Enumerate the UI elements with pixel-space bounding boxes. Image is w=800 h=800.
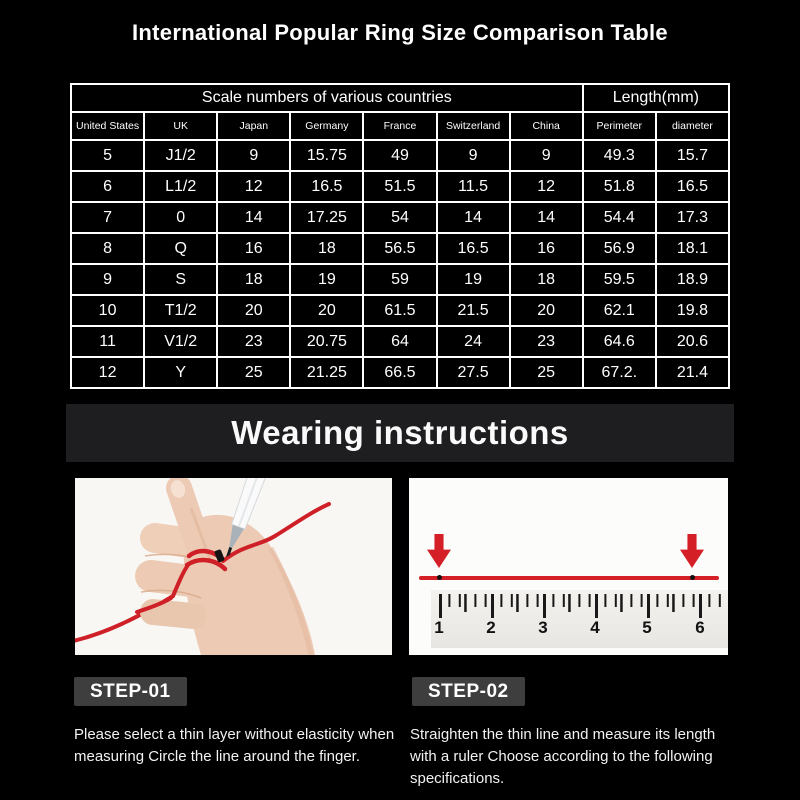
column-header-germany: Germany [290,112,363,140]
table-cell: 23 [217,326,290,357]
table-cell: 59 [363,264,436,295]
table-body [71,140,729,388]
ruler-start-arrow-icon [427,534,451,568]
table-cell: 15.75 [290,140,363,171]
table-cell: S [144,264,217,295]
table-cell: 64.6 [583,326,656,357]
ruler-number: 5 [642,618,652,637]
table-cell: 5 [71,140,144,171]
table-cell: 20 [290,295,363,326]
step-02-line: Straighten the thin line and measure its length [410,726,716,743]
table-cell: 54 [363,202,436,233]
ruler-measurement-image [409,478,728,655]
table-cell: 64 [363,326,436,357]
step-02-line: specifications. [410,770,505,787]
table-cell: 21.4 [656,357,729,388]
table-cell: J1/2 [144,140,217,171]
table-cell: 56.9 [583,233,656,264]
table-cell: 61.5 [363,295,436,326]
table-row [71,264,729,295]
measured-string-line [419,576,719,580]
step-02-badge [412,677,525,706]
table-row [71,171,729,202]
table-cell: 56.5 [363,233,436,264]
table-cell: Q [144,233,217,264]
table-cell: 15.7 [656,140,729,171]
table-cell: 19 [437,264,510,295]
table-cell: 9 [510,140,583,171]
ruler-number: 6 [695,618,705,637]
table-cell: 9 [437,140,510,171]
table-cell: 20 [217,295,290,326]
table-cell: 49 [363,140,436,171]
hand-measurement-image [75,478,392,655]
column-header-united-states: United States [71,112,144,140]
column-header-switzerland: Switzerland [437,112,510,140]
table-row [71,295,729,326]
table-cell: 62.1 [583,295,656,326]
table-cell: 11 [71,326,144,357]
table-cell: 18 [290,233,363,264]
ring-size-table [70,83,730,389]
table-cell: 19.8 [656,295,729,326]
page-title: International Popular Ring Size Comparison Table [132,20,668,45]
group-header-length: Length(mm) [583,84,729,112]
table-row [71,233,729,264]
table-cell: 10 [71,295,144,326]
table-cell: 16 [217,233,290,264]
ruler-number: 3 [538,618,548,637]
ruler-end-arrow-icon [680,534,704,568]
step-01-line: Please select a thin layer without elasticity when [74,726,395,743]
ruler-number: 2 [486,618,496,637]
table-cell: V1/2 [144,326,217,357]
step-02-label: STEP-02 [428,680,509,702]
ruler-number: 1 [434,618,444,637]
table-cell: 14 [437,202,510,233]
table-cell: 25 [510,357,583,388]
step-01-line: measuring Circle the line around the finger. [74,748,360,765]
table-cell: 21.5 [437,295,510,326]
end-point-dot [690,575,695,580]
size-table-container [70,83,730,389]
table-cell: 9 [217,140,290,171]
table-cell: 20.75 [290,326,363,357]
table-cell: 66.5 [363,357,436,388]
table-cell: 16.5 [290,171,363,202]
table-cell: 18.9 [656,264,729,295]
table-cell: 8 [71,233,144,264]
table-cell: 14 [510,202,583,233]
banner-title: Wearing instructions [231,414,569,451]
table-cell: 18 [217,264,290,295]
wearing-instructions-banner [66,404,734,462]
step-01-label: STEP-01 [90,680,171,702]
table-cell: 25 [217,357,290,388]
table-cell: 12 [217,171,290,202]
table-row [71,140,729,171]
column-header-diameter: diameter [656,112,729,140]
table-cell: 27.5 [437,357,510,388]
table-cell: 20.6 [656,326,729,357]
column-header-france: France [363,112,436,140]
table-cell: 54.4 [583,202,656,233]
table-cell: 20 [510,295,583,326]
table-cell: 11.5 [437,171,510,202]
table-cell: 0 [144,202,217,233]
table-cell: 9 [71,264,144,295]
table-cell: 51.8 [583,171,656,202]
table-row [71,357,729,388]
table-cell: 7 [71,202,144,233]
table-cell: 59.5 [583,264,656,295]
step-02-line: with a ruler Choose according to the following [410,748,713,765]
table-cell: 12 [71,357,144,388]
column-header-china: China [510,112,583,140]
table-cell: 67.2. [583,357,656,388]
hand-string-pen-illustration [75,478,392,655]
table-cell: 6 [71,171,144,202]
table-cell: 16.5 [437,233,510,264]
table-cell: 16 [510,233,583,264]
table-row [71,202,729,233]
table-cell: 17.3 [656,202,729,233]
ruler-number: 4 [590,618,600,637]
table-cell: 18.1 [656,233,729,264]
table-cell: 18 [510,264,583,295]
table-cell: 51.5 [363,171,436,202]
column-header-uk: UK [144,112,217,140]
group-header-row [71,84,729,112]
table-cell: 19 [290,264,363,295]
table-cell: T1/2 [144,295,217,326]
start-point-dot [437,575,442,580]
table-cell: 16.5 [656,171,729,202]
table-cell: 23 [510,326,583,357]
group-header-countries: Scale numbers of various countries [71,84,583,112]
table-cell: 21.25 [290,357,363,388]
ruler-ticks [409,594,728,622]
step-01-badge [74,677,187,706]
column-header-row [71,112,729,140]
table-cell: Y [144,357,217,388]
step-02-description [410,724,746,790]
table-cell: 14 [217,202,290,233]
column-header-japan: Japan [217,112,290,140]
table-cell: 12 [510,171,583,202]
column-header-perimeter: Perimeter [583,112,656,140]
table-row [71,326,729,357]
step-01-description [74,724,404,768]
table-cell: 49.3 [583,140,656,171]
table-cell: 17.25 [290,202,363,233]
table-cell: L1/2 [144,171,217,202]
table-cell: 24 [437,326,510,357]
